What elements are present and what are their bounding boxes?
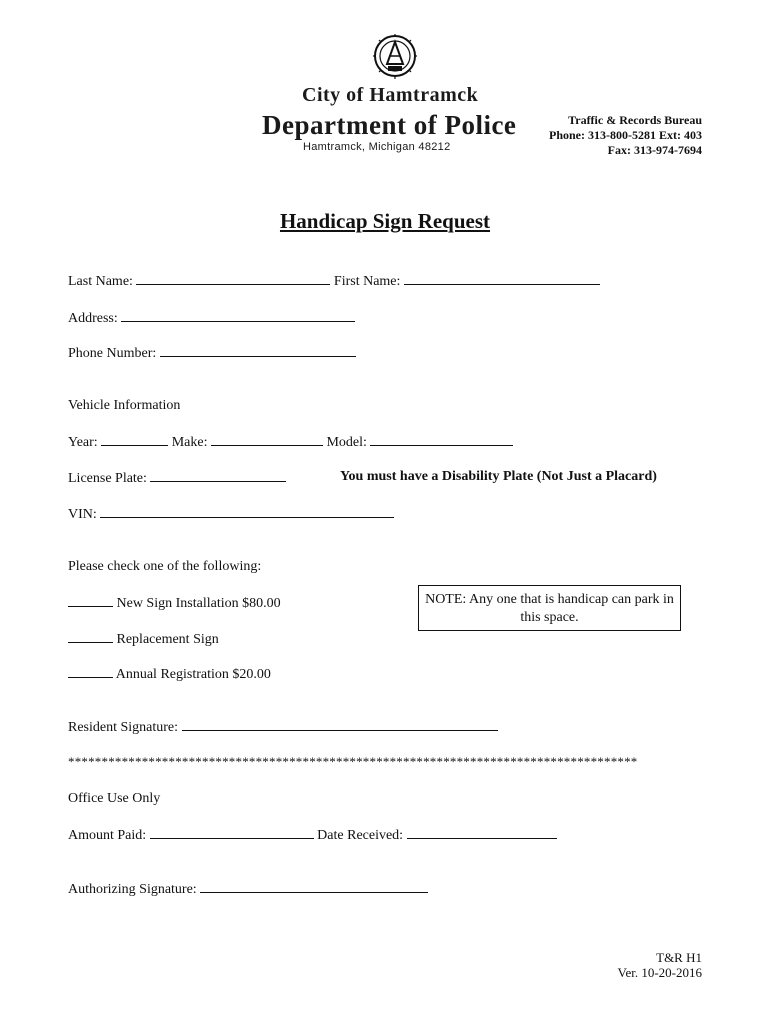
logo-address: Hamtramck, Michigan 48212 bbox=[303, 141, 451, 153]
separator-stars: ************************************************************************************* bbox=[68, 754, 638, 769]
resident-signature-field[interactable] bbox=[182, 718, 498, 731]
office-heading: Office Use Only bbox=[68, 791, 161, 806]
phone-field[interactable] bbox=[160, 344, 356, 357]
authorizing-signature-label: Authorizing Signature: bbox=[68, 882, 197, 897]
form-footer bbox=[618, 950, 703, 980]
option-new-sign-check[interactable] bbox=[68, 594, 113, 607]
bureau-name: Traffic & Records Bureau bbox=[568, 113, 702, 127]
model-label: Model: bbox=[326, 435, 367, 450]
options-heading: Please check one of the following: bbox=[68, 559, 262, 574]
phone-label: Phone Number: bbox=[68, 346, 157, 361]
make-field[interactable] bbox=[211, 433, 323, 446]
last-name-field[interactable] bbox=[136, 272, 330, 285]
vehicle-heading: Vehicle Information bbox=[68, 398, 181, 413]
form-code: T&R H1 bbox=[656, 950, 702, 965]
vin-label: VIN: bbox=[68, 507, 97, 522]
option-replacement-check[interactable] bbox=[68, 630, 113, 643]
amount-paid-field[interactable] bbox=[150, 826, 314, 839]
amount-paid-label: Amount Paid: bbox=[68, 828, 147, 843]
plate-row bbox=[68, 469, 286, 487]
first-name-field[interactable] bbox=[404, 272, 600, 285]
option-new-sign bbox=[68, 594, 281, 612]
model-field[interactable] bbox=[370, 433, 513, 446]
phone-number: Phone: 313-800-5281 Ext: 403 bbox=[549, 128, 702, 142]
address-row bbox=[68, 309, 355, 327]
form-version: Ver. 10-20-2016 bbox=[617, 965, 702, 980]
contact-block bbox=[549, 113, 702, 158]
plate-label: License Plate: bbox=[68, 471, 147, 486]
last-name-label: Last Name: bbox=[68, 274, 133, 289]
date-received-label: Date Received: bbox=[317, 828, 404, 843]
date-received-field[interactable] bbox=[407, 826, 557, 839]
make-label: Make: bbox=[171, 435, 208, 450]
name-row bbox=[68, 272, 600, 290]
plate-notice: You must have a Disability Plate (Not Just a Placard) bbox=[340, 469, 657, 484]
resident-signature-label: Resident Signature: bbox=[68, 720, 179, 735]
vin-row bbox=[68, 505, 394, 523]
option-annual bbox=[68, 665, 271, 683]
option-replacement-label: Replacement Sign bbox=[116, 632, 219, 647]
option-annual-label: Annual Registration $20.00 bbox=[115, 667, 271, 682]
logo-department-name: Department of Police bbox=[262, 110, 517, 140]
police-seal-logo bbox=[373, 34, 417, 80]
form-title: Handicap Sign Request bbox=[279, 209, 491, 233]
address-field[interactable] bbox=[121, 309, 355, 322]
year-field[interactable] bbox=[101, 433, 168, 446]
vehicle-row bbox=[68, 433, 513, 451]
vin-field[interactable] bbox=[100, 505, 394, 518]
first-name-label: First Name: bbox=[333, 274, 401, 289]
note-box: NOTE: Any one that is handicap can park in this space. bbox=[418, 585, 681, 631]
option-annual-check[interactable] bbox=[68, 665, 113, 678]
address-label: Address: bbox=[68, 311, 118, 326]
option-replacement bbox=[68, 630, 219, 648]
option-new-sign-label: New Sign Installation $80.00 bbox=[116, 596, 281, 611]
logo-city-name: City of Hamtramck bbox=[302, 84, 479, 106]
year-label: Year: bbox=[68, 435, 98, 450]
resident-signature-row bbox=[68, 718, 498, 736]
authorizing-signature-row bbox=[68, 880, 428, 898]
fax-number: Fax: 313-974-7694 bbox=[607, 143, 702, 157]
plate-field[interactable] bbox=[150, 469, 286, 482]
authorizing-signature-field[interactable] bbox=[200, 880, 428, 893]
phone-row bbox=[68, 344, 356, 362]
office-payment-row bbox=[68, 826, 557, 844]
